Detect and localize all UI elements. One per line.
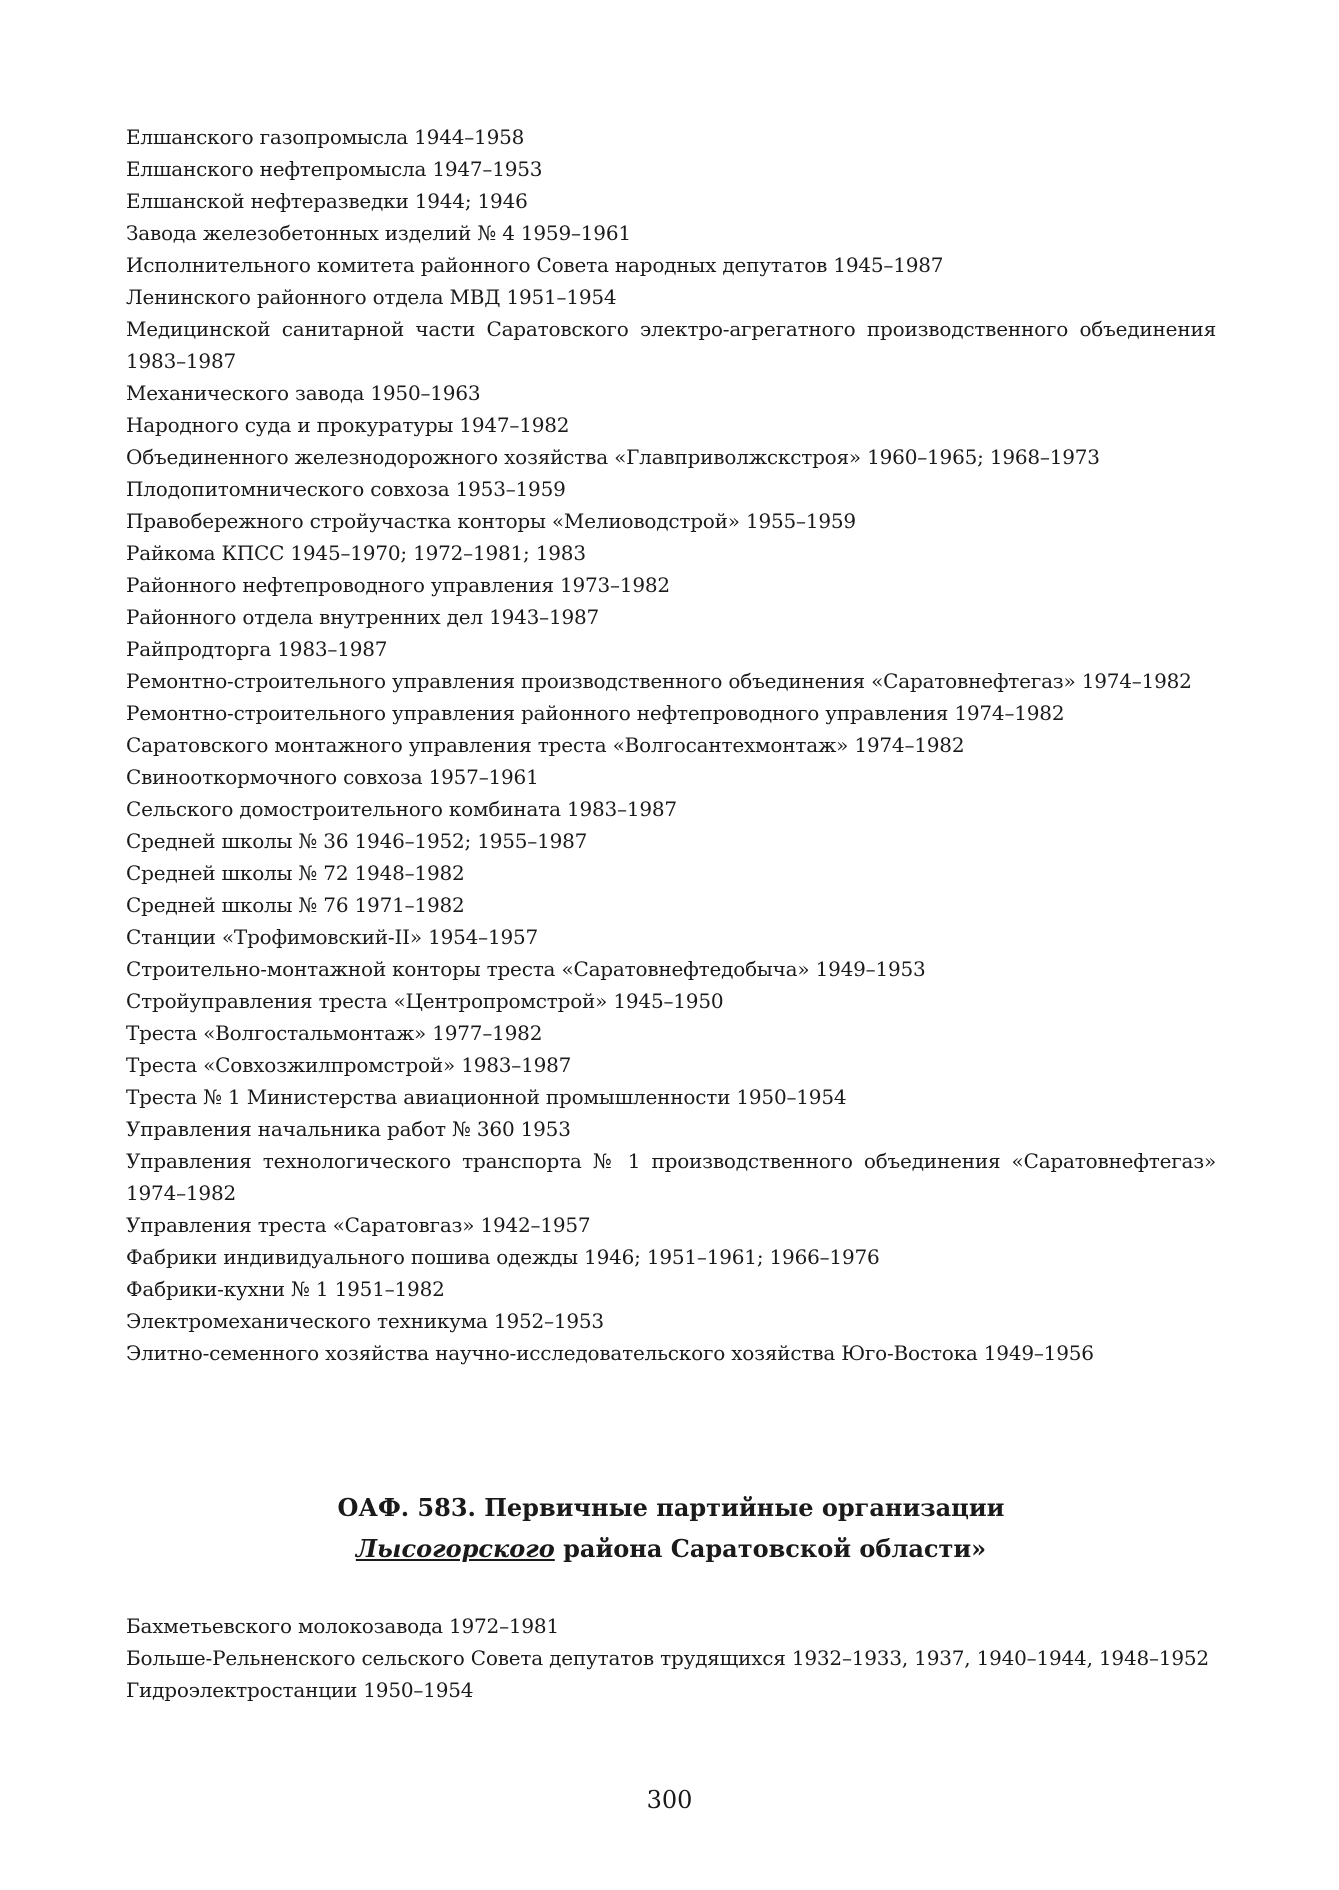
list-item: Механического завода 1950–1963 xyxy=(126,381,481,405)
list-item: Районного нефтепроводного управления 1973–1982 xyxy=(126,573,670,597)
list-item: Треста «Волгостальмонтаж» 1977–1982 xyxy=(126,1021,543,1045)
list-item: Елшанской нефтеразведки 1944; 1946 xyxy=(126,189,528,213)
list-item: Ремонтно-строительного управления производственного объединения «Саратовнефтегаз» 1974–1982 xyxy=(126,669,1192,693)
list-item: Фабрики-кухни № 1 1951–1982 xyxy=(126,1277,445,1301)
list-item: Ленинского районного отдела МВД 1951–1954 xyxy=(126,285,617,309)
list-item: Елшанского газопромысла 1944–1958 xyxy=(126,125,525,149)
section-heading-line-1: ОАФ. 583. Первичные партийные организации xyxy=(337,1493,1005,1522)
list-item: Управления начальника работ № 360 1953 xyxy=(126,1117,571,1141)
list-item: Районного отдела внутренних дел 1943–1987 xyxy=(126,605,600,629)
list-item: Стройуправления треста «Центропромстрой» 1945–1950 xyxy=(126,989,724,1013)
district-name: Лысогорского xyxy=(355,1534,555,1563)
list-item: Завода железобетонных изделий № 4 1959–1961 xyxy=(126,221,631,245)
list-item: Правобережного стройучастка конторы «Мелиоводстрой» 1955–1959 xyxy=(126,509,856,533)
list-item: Элитно-семенного хозяйства научно-исследовательского хозяйства Юго-Востока 1949–1956 xyxy=(126,1341,1094,1365)
section-heading xyxy=(126,1487,1216,1569)
list-item: Управления технологического транспорта № 1 производственного объединения «Саратовнефтегаз» 1974–1982 xyxy=(126,1149,1216,1205)
section-heading-line-2 xyxy=(126,1528,1216,1569)
section-heading-line-2-rest: района Саратовской области» xyxy=(554,1534,987,1563)
list-item: Средней школы № 76 1971–1982 xyxy=(126,893,465,917)
list-item: Ремонтно-строительного управления районного нефтепроводного управления 1974–1982 xyxy=(126,701,1065,725)
list-item: Средней школы № 36 1946–1952; 1955–1987 xyxy=(126,829,588,853)
list-item: Райпродторга 1983–1987 xyxy=(126,637,388,661)
list-item: Треста «Совхозжилпромстрой» 1983–1987 xyxy=(126,1053,572,1077)
list-item: Строительно-монтажной конторы треста «Саратовнефтедобыча» 1949–1953 xyxy=(126,957,926,981)
list-item: Фабрики индивидуального пошива одежды 1946; 1951–1961; 1966–1976 xyxy=(126,1245,880,1269)
list-item: Сельского домостроительного комбината 1983–1987 xyxy=(126,797,677,821)
list-item: Электромеханического техникума 1952–1953 xyxy=(126,1309,604,1333)
list-item: Елшанского нефтепромысла 1947–1953 xyxy=(126,157,543,181)
list-item: Райкома КПСС 1945–1970; 1972–1981; 1983 xyxy=(126,541,586,565)
list-item: Треста № 1 Министерства авиационной промышленности 1950–1954 xyxy=(126,1085,847,1109)
page-number: 300 xyxy=(646,1786,693,1814)
list-item: Больше-Рельненского сельского Совета депутатов трудящихся 1932–1933, 1937, 1940–1944, 1948–1952 xyxy=(126,1646,1209,1670)
organization-list xyxy=(126,121,1216,1369)
list-item: Плодопитомнического совхоза 1953–1959 xyxy=(126,477,566,501)
list-item: Бахметьевского молокозавода 1972–1981 xyxy=(126,1614,559,1638)
list-item: Станции «Трофимовский-II» 1954–1957 xyxy=(126,925,539,949)
list-item: Гидроэлектростанции 1950–1954 xyxy=(126,1678,474,1702)
list-item: Народного суда и прокуратуры 1947–1982 xyxy=(126,413,570,437)
list-item: Медицинской санитарной части Саратовского электро-агрегатного производственного объединения 1983–1987 xyxy=(126,317,1216,373)
list-item: Исполнительного комитета районного Совета народных депутатов 1945–1987 xyxy=(126,253,944,277)
list-item: Свинооткормочного совхоза 1957–1961 xyxy=(126,765,539,789)
list-item: Саратовского монтажного управления треста «Волгосантехмонтаж» 1974–1982 xyxy=(126,733,965,757)
list-item: Управления треста «Саратовгаз» 1942–1957 xyxy=(126,1213,591,1237)
organization-list-2 xyxy=(126,1610,1216,1706)
list-item: Средней школы № 72 1948–1982 xyxy=(126,861,465,885)
list-item: Объединенного железнодорожного хозяйства «Главприволжскстроя» 1960–1965; 1968–1973 xyxy=(126,445,1100,469)
